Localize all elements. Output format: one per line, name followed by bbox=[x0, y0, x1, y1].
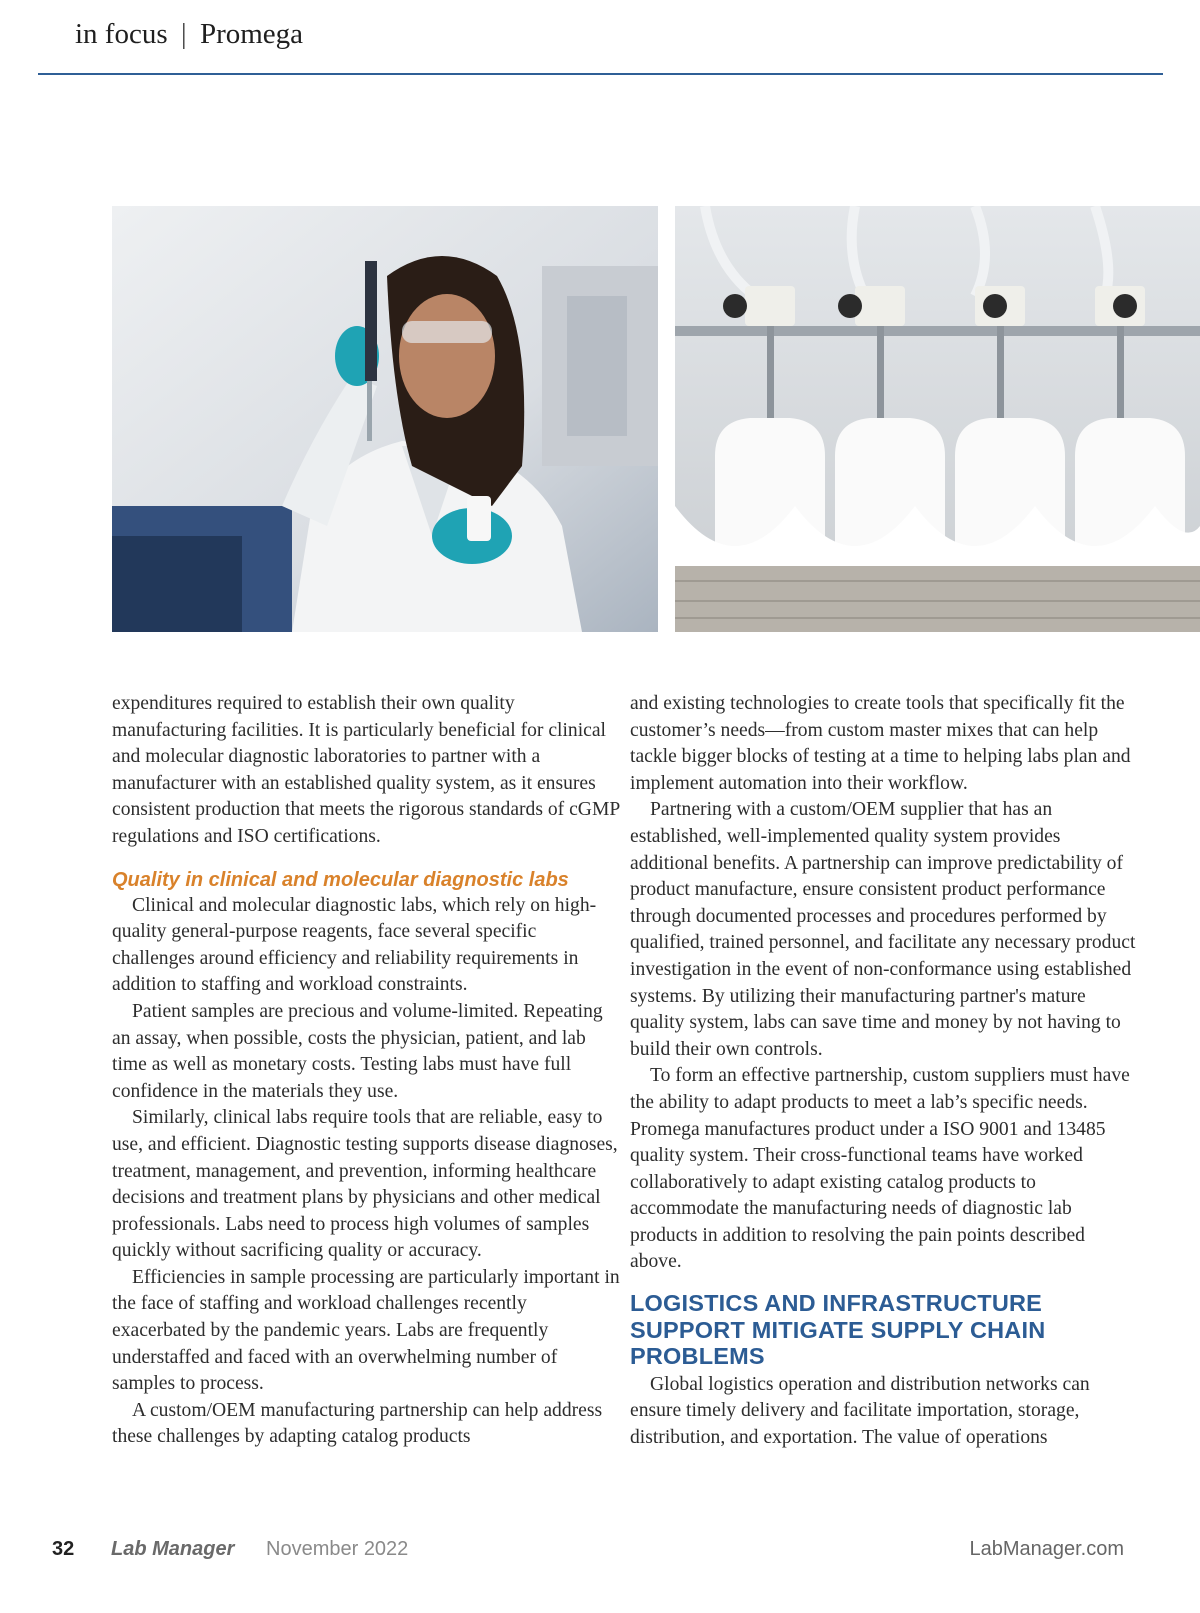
article-column-left bbox=[112, 691, 622, 1451]
paragraph: and existing technologies to create tools that specifically fit the customer’s needs—from custom master mixes that can help tackle bigger blocks of testing at a time to helping labs plan and implement automation into their workflow. bbox=[630, 693, 1131, 794]
scientist-pipetting-photo bbox=[112, 206, 658, 632]
header-section: in focus bbox=[75, 18, 168, 50]
bottle-filling-line-photo bbox=[675, 206, 1200, 632]
paragraph: Partnering with a custom/OEM supplier that has an established, well-implemented quality system provides additional benefits. A partnership can improve predictability of product manufacture, ensure consistent product performance through documented processes and procedures performed by qualified, trained personnel, and facilitate any necessary product investigation in the event of non-conformance using established systems. By utilizing their manufacturing partner's mature quality system, labs can save time and money by not having to build their own controls. bbox=[630, 799, 1136, 1060]
header-company: Promega bbox=[199, 18, 304, 50]
paragraph: expenditures required to establish their own quality manufacturing facilities. It is particularly beneficial for clinical and molecular diagnostic laboratories to partner with a manufacturer with an established quality system, as it ensures consistent production that meets the rigorous standards of cGMP regulations and ISO certifications. bbox=[112, 693, 620, 847]
header-rule bbox=[38, 73, 1163, 75]
header-separator: | bbox=[180, 18, 187, 50]
magazine-name: Lab Manager bbox=[111, 1538, 235, 1560]
paragraph: Patient samples are precious and volume-limited. Repeating an assay, when possible, costs the physician, patient, and lab time as well as monetary costs. Testing labs must have full confidence in the materials they use. bbox=[112, 1000, 603, 1102]
paragraph: Similarly, clinical labs require tools that are reliable, easy to use, and efficient. Diagnostic testing supports disease diagnoses, treatment, management, and prevention, informing healthcare decisions and treatment plans by physicians and other medical professionals. Labs need to process high volumes of samples quickly without sacrificing quality or accuracy. bbox=[112, 1107, 618, 1262]
issue-date: November 2022 bbox=[266, 1538, 409, 1560]
paragraph: Clinical and molecular diagnostic labs, which rely on high-quality general-purpose reagents, face several specific challenges around efficiency and reliability requirements in addition to staffing and workload constraints. bbox=[112, 894, 597, 996]
subheading: Quality in clinical and molecular diagnostic labs bbox=[112, 868, 569, 891]
paragraph: Global logistics operation and distribution networks can ensure timely delivery and facilitate importation, storage, distribution, and exportation. The value of operations bbox=[630, 1373, 1090, 1448]
article-column-right bbox=[630, 691, 1140, 1451]
section-heading: LOGISTICS AND INFRASTRUCTURE SUPPORT MITIGATE SUPPLY CHAIN PROBLEMS bbox=[630, 1290, 1046, 1370]
paragraph: Efficiencies in sample processing are particularly important in the face of staffing and workload challenges recently exacerbated by the pandemic years. Labs are frequently understaffed and faced with an overwhelming number of samples to process. bbox=[112, 1266, 620, 1395]
page-number: 32 bbox=[52, 1538, 75, 1560]
paragraph: A custom/OEM manufacturing partnership can help address these challenges by adapting catalog products bbox=[112, 1399, 603, 1448]
running-header bbox=[75, 18, 303, 51]
paragraph: To form an effective partnership, custom suppliers must have the ability to adapt products to meet a lab’s specific needs. Promega manufactures product under a ISO 9001 and 13485 quality system. Their cross-functional teams have worked collaboratively to adapt existing catalog products to accommodate the manufacturing needs of diagnostic lab products in addition to resolving the pain points described above. bbox=[630, 1065, 1130, 1273]
site-url[interactable]: LabManager.com bbox=[969, 1538, 1124, 1560]
